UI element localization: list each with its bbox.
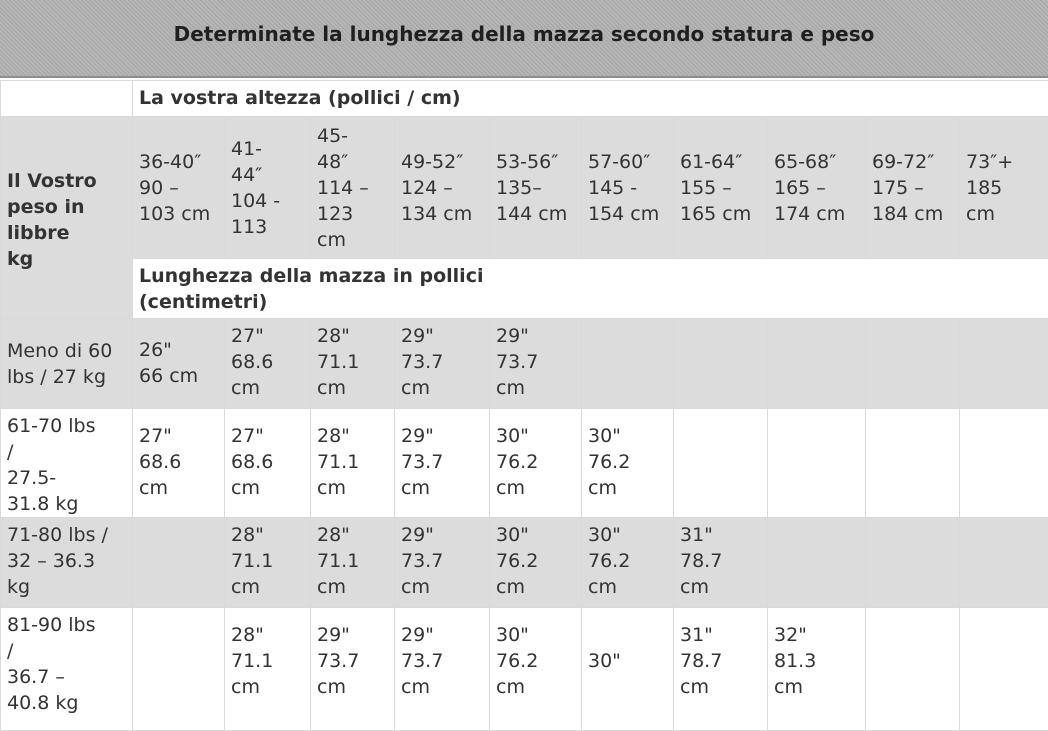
length-cell: 31" 78.7 cm bbox=[674, 518, 768, 608]
height-range: 57-60″ 145 - 154 cm bbox=[582, 117, 674, 259]
length-cell: 32" 81.3 cm bbox=[768, 608, 866, 731]
empty-cell bbox=[674, 319, 768, 409]
length-cell: 26" 66 cm bbox=[133, 319, 225, 409]
table-row bbox=[1, 409, 1048, 518]
length-cell: 28" 71.1 cm bbox=[311, 409, 395, 518]
empty-cell bbox=[960, 409, 1048, 518]
length-cell: 28" 71.1 cm bbox=[225, 518, 311, 608]
empty-cell bbox=[960, 319, 1048, 409]
weight-label: Meno di 60 lbs / 27 kg bbox=[1, 319, 133, 409]
length-cell: 27" 68.6 cm bbox=[225, 409, 311, 518]
height-range: 61-64″ 155 – 165 cm bbox=[674, 117, 768, 259]
empty-cell bbox=[866, 518, 960, 608]
length-cell: 29" 73.7 cm bbox=[395, 608, 490, 731]
table-row bbox=[1, 518, 1048, 608]
empty-cell bbox=[768, 409, 866, 518]
corner-cell bbox=[1, 81, 133, 117]
length-cell: 29" 73.7 cm bbox=[395, 409, 490, 518]
empty-cell bbox=[768, 319, 866, 409]
length-cell: 27" 68.6 cm bbox=[133, 409, 225, 518]
length-cell: 29" 73.7 cm bbox=[311, 608, 395, 731]
title-bar bbox=[0, 0, 1048, 78]
height-range: 73″+ 185 cm bbox=[960, 117, 1048, 259]
empty-cell bbox=[133, 518, 225, 608]
length-cell: 30" bbox=[582, 608, 674, 731]
empty-cell bbox=[960, 608, 1048, 731]
table-row bbox=[1, 608, 1048, 731]
weight-header: Il Vostro peso in libbre kg bbox=[1, 117, 133, 319]
empty-cell bbox=[866, 608, 960, 731]
height-range: 36-40″ 90 – 103 cm bbox=[133, 117, 225, 259]
length-cell: 29" 73.7 cm bbox=[395, 319, 490, 409]
weight-label: 71-80 lbs / 32 – 36.3 kg bbox=[1, 518, 133, 608]
height-header: La vostra altezza (pollici / cm) bbox=[133, 81, 1048, 117]
length-cell: 28" 71.1 cm bbox=[225, 608, 311, 731]
length-cell: 30" 76.2 cm bbox=[582, 409, 674, 518]
table-row bbox=[1, 319, 1048, 409]
height-range: 53-56″ 135– 144 cm bbox=[490, 117, 582, 259]
size-chart-table bbox=[0, 80, 1048, 731]
length-cell: 30" 76.2 cm bbox=[582, 518, 674, 608]
empty-cell bbox=[866, 319, 960, 409]
height-range: 65-68″ 165 – 174 cm bbox=[768, 117, 866, 259]
empty-cell bbox=[582, 319, 674, 409]
length-cell: 30" 76.2 cm bbox=[490, 608, 582, 731]
length-header: Lunghezza della mazza in pollici (centimetri) bbox=[133, 259, 1048, 319]
empty-cell bbox=[960, 518, 1048, 608]
length-cell: 28" 71.1 cm bbox=[311, 518, 395, 608]
height-range: 49-52″ 124 – 134 cm bbox=[395, 117, 490, 259]
empty-cell bbox=[133, 608, 225, 731]
height-range: 41- 44″ 104 - 113 bbox=[225, 117, 311, 259]
empty-cell bbox=[866, 409, 960, 518]
length-cell: 30" 76.2 cm bbox=[490, 409, 582, 518]
height-range: 45- 48″ 114 – 123 cm bbox=[311, 117, 395, 259]
length-cell: 28" 71.1 cm bbox=[311, 319, 395, 409]
length-cell: 31" 78.7 cm bbox=[674, 608, 768, 731]
weight-label: 61-70 lbs / 27.5- 31.8 kg bbox=[1, 409, 133, 518]
height-range: 69-72″ 175 – 184 cm bbox=[866, 117, 960, 259]
empty-cell bbox=[768, 518, 866, 608]
length-cell: 30" 76.2 cm bbox=[490, 518, 582, 608]
weight-label: 81-90 lbs / 36.7 – 40.8 kg bbox=[1, 608, 133, 731]
length-cell: 29" 73.7 cm bbox=[395, 518, 490, 608]
length-cell: 27" 68.6 cm bbox=[225, 319, 311, 409]
height-ranges-row bbox=[1, 117, 1048, 259]
table-title: Determinate la lunghezza della mazza secondo statura e peso bbox=[0, 22, 1048, 46]
length-cell: 29" 73.7 cm bbox=[490, 319, 582, 409]
empty-cell bbox=[674, 409, 768, 518]
